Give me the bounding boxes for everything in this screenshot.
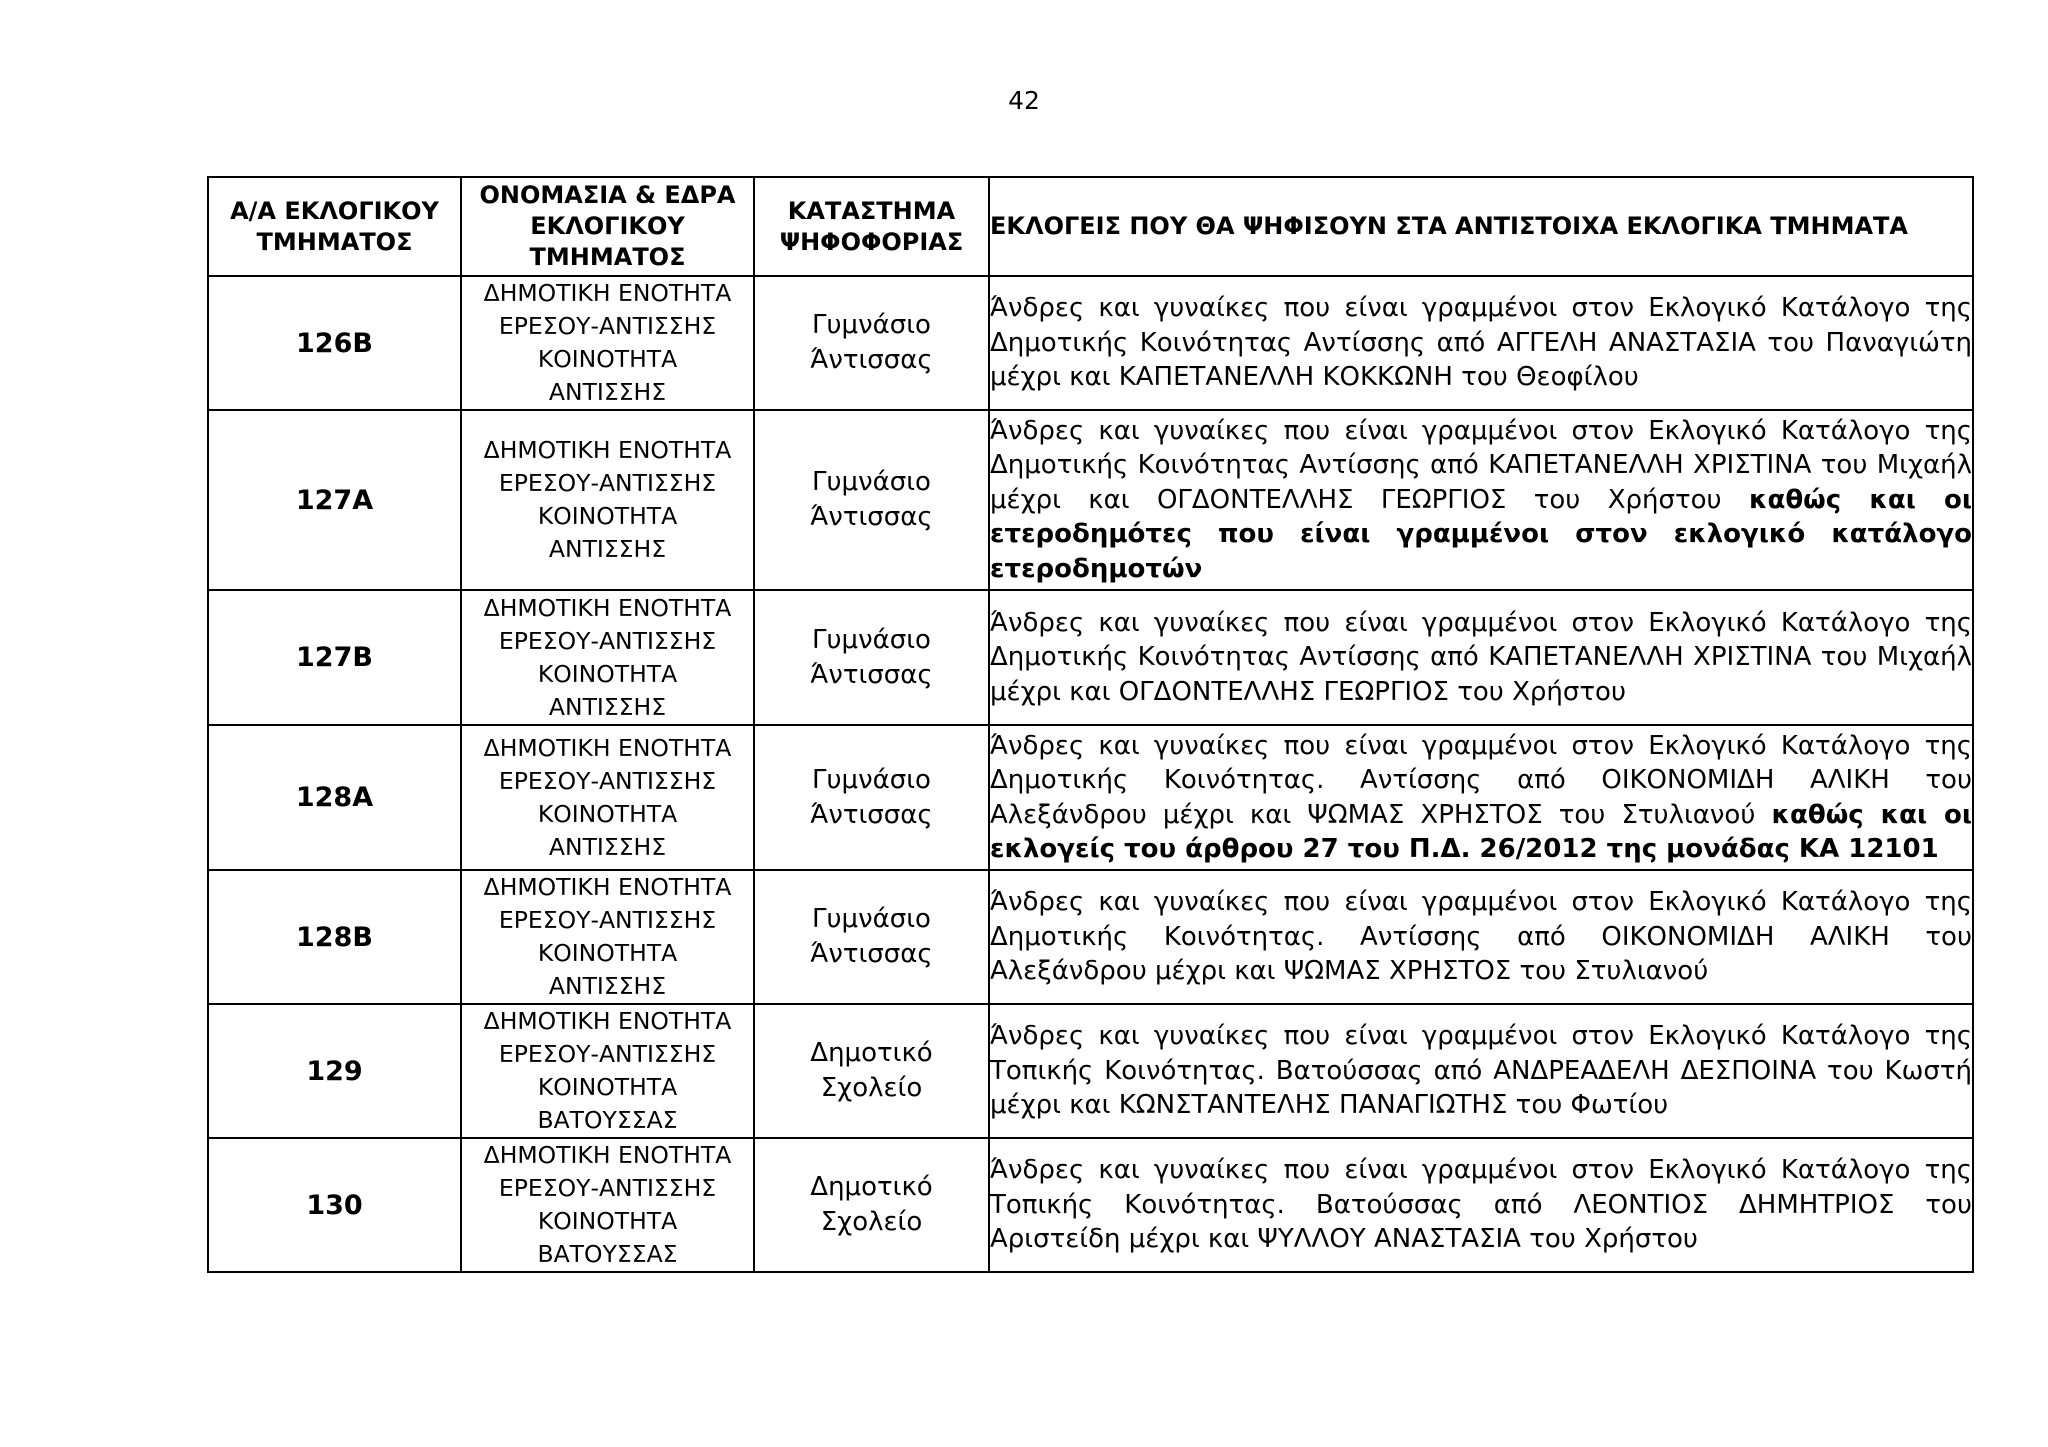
table-row xyxy=(208,1138,1973,1272)
section-code: 127Β xyxy=(208,590,461,725)
polling-station: Δημοτικό Σχολείο xyxy=(754,1004,989,1138)
polling-station: Γυμνάσιο Άντισσας xyxy=(754,870,989,1004)
section-code: 128Β xyxy=(208,870,461,1004)
header-polling-station: ΚΑΤΑΣΤΗΜΑ ΨΗΦΟΦΟΡΙΑΣ xyxy=(754,177,989,276)
table-row xyxy=(208,725,1973,870)
table-header-row xyxy=(208,177,1973,276)
polling-station: Δημοτικό Σχολείο xyxy=(754,1138,989,1272)
section-code: 126Β xyxy=(208,276,461,410)
table-row xyxy=(208,410,1973,590)
voters-description: Άνδρες και γυναίκες που είναι γραμμένοι στον Εκλογικό Κατάλογο της Τοπικής Κοινότητας. Βατούσσας από ΛΕΟΝΤΙΟΣ ΔΗΜΗΤΡΙΟΣ του Αριστείδη μέχρι και ΨΥΛΛΟΥ ΑΝΑΣΤΑΣΙΑ του Χρήστου xyxy=(989,1138,1973,1272)
table-row xyxy=(208,590,1973,725)
section-name-seat: ΔΗΜΟΤΙΚΗ ΕΝΟΤΗΤΑ ΕΡΕΣΟΥ-ΑΝΤΙΣΣΗΣ ΚΟΙΝΟΤΗΤΑ ΑΝΤΙΣΣΗΣ xyxy=(461,276,754,410)
header-section-code: Α/Α ΕΚΛΟΓΙΚΟΥ ΤΜΗΜΑΤΟΣ xyxy=(208,177,461,276)
table-row xyxy=(208,870,1973,1004)
header-section-name-seat: ΟΝΟΜΑΣΙΑ & ΕΔΡΑ ΕΚΛΟΓΙΚΟΥ ΤΜΗΜΑΤΟΣ xyxy=(461,177,754,276)
section-code: 129 xyxy=(208,1004,461,1138)
table-row xyxy=(208,276,1973,410)
section-name-seat: ΔΗΜΟΤΙΚΗ ΕΝΟΤΗΤΑ ΕΡΕΣΟΥ-ΑΝΤΙΣΣΗΣ ΚΟΙΝΟΤΗΤΑ ΑΝΤΙΣΣΗΣ xyxy=(461,870,754,1004)
section-name-seat: ΔΗΜΟΤΙΚΗ ΕΝΟΤΗΤΑ ΕΡΕΣΟΥ-ΑΝΤΙΣΣΗΣ ΚΟΙΝΟΤΗΤΑ ΑΝΤΙΣΣΗΣ xyxy=(461,590,754,725)
voters-description: Άνδρες και γυναίκες που είναι γραμμένοι στον Εκλογικό Κατάλογο της Δημοτικής Κοινότητας Αντίσσης από ΚΑΠΕΤΑΝΕΛΛΗ ΧΡΙΣΤΙΝΑ του Μιχαήλ μέχρι και ΟΓΔΟΝΤΕΛΛΗΣ ΓΕΩΡΓΙΟΣ του Χρήστου xyxy=(989,590,1973,725)
voters-description: Άνδρες και γυναίκες που είναι γραμμένοι στον Εκλογικό Κατάλογο της Δημοτικής Κοινότητας Αντίσσης από ΚΑΠΕΤΑΝΕΛΛΗ ΧΡΙΣΤΙΝΑ του Μιχαήλ μέχρι και ΟΓΔΟΝΤΕΛΛΗΣ ΓΕΩΡΓΙΟΣ του Χρήστου καθώς και οι ετεροδημότες που είναι γραμμένοι στον εκλογικό κατάλογο ετεροδημοτών xyxy=(989,410,1973,590)
polling-station: Γυμνάσιο Άντισσας xyxy=(754,590,989,725)
polling-station: Γυμνάσιο Άντισσας xyxy=(754,276,989,410)
voters-description: Άνδρες και γυναίκες που είναι γραμμένοι στον Εκλογικό Κατάλογο της Δημοτικής Κοινότητας. Αντίσσης από ΟΙΚΟΝΟΜΙΔΗ ΑΛΙΚΗ του Αλεξάνδρου μέχρι και ΨΩΜΑΣ ΧΡΗΣΤΟΣ του Στυλιανού καθώς και οι εκλογείς του άρθρου 27 του Π.Δ. 26/2012 της μονάδας ΚΑ 12101 xyxy=(989,725,1973,870)
section-name-seat: ΔΗΜΟΤΙΚΗ ΕΝΟΤΗΤΑ ΕΡΕΣΟΥ-ΑΝΤΙΣΣΗΣ ΚΟΙΝΟΤΗΤΑ ΒΑΤΟΥΣΣΑΣ xyxy=(461,1138,754,1272)
polling-station: Γυμνάσιο Άντισσας xyxy=(754,725,989,870)
section-name-seat: ΔΗΜΟΤΙΚΗ ΕΝΟΤΗΤΑ ΕΡΕΣΟΥ-ΑΝΤΙΣΣΗΣ ΚΟΙΝΟΤΗΤΑ ΑΝΤΙΣΣΗΣ xyxy=(461,725,754,870)
polling-station: Γυμνάσιο Άντισσας xyxy=(754,410,989,590)
section-name-seat: ΔΗΜΟΤΙΚΗ ΕΝΟΤΗΤΑ ΕΡΕΣΟΥ-ΑΝΤΙΣΣΗΣ ΚΟΙΝΟΤΗΤΑ ΒΑΤΟΥΣΣΑΣ xyxy=(461,1004,754,1138)
page-number: 42 xyxy=(1008,86,1040,115)
electoral-sections-table xyxy=(207,176,1974,1273)
voters-description: Άνδρες και γυναίκες που είναι γραμμένοι στον Εκλογικό Κατάλογο της Δημοτικής Κοινότητας. Αντίσσης από ΟΙΚΟΝΟΜΙΔΗ ΑΛΙΚΗ του Αλεξάνδρου μέχρι και ΨΩΜΑΣ ΧΡΗΣΤΟΣ του Στυλιανού xyxy=(989,870,1973,1004)
section-name-seat: ΔΗΜΟΤΙΚΗ ΕΝΟΤΗΤΑ ΕΡΕΣΟΥ-ΑΝΤΙΣΣΗΣ ΚΟΙΝΟΤΗΤΑ ΑΝΤΙΣΣΗΣ xyxy=(461,410,754,590)
section-code: 130 xyxy=(208,1138,461,1272)
voters-description: Άνδρες και γυναίκες που είναι γραμμένοι στον Εκλογικό Κατάλογο της Τοπικής Κοινότητας. Βατούσσας από ΑΝΔΡΕΑΔΕΛΗ ΔΕΣΠΟΙΝΑ του Κωστή μέχρι και ΚΩΝΣΤΑΝΤΕΛΗΣ ΠΑΝΑΓΙΩΤΗΣ του Φωτίου xyxy=(989,1004,1973,1138)
section-code: 128Α xyxy=(208,725,461,870)
section-code: 127Α xyxy=(208,410,461,590)
voters-description: Άνδρες και γυναίκες που είναι γραμμένοι στον Εκλογικό Κατάλογο της Δημοτικής Κοινότητας Αντίσσης από ΑΓΓΕΛΗ ΑΝΑΣΤΑΣΙΑ του Παναγιώτη μέχρι και ΚΑΠΕΤΑΝΕΛΛΗ ΚΟΚΚΩΝΗ του Θεοφίλου xyxy=(989,276,1973,410)
table-row xyxy=(208,1004,1973,1138)
header-voters: ΕΚΛΟΓΕΙΣ ΠΟΥ ΘΑ ΨΗΦΙΣΟΥΝ ΣΤΑ ΑΝΤΙΣΤΟΙΧΑ ΕΚΛΟΓΙΚΑ ΤΜΗΜΑΤΑ xyxy=(989,177,1973,276)
